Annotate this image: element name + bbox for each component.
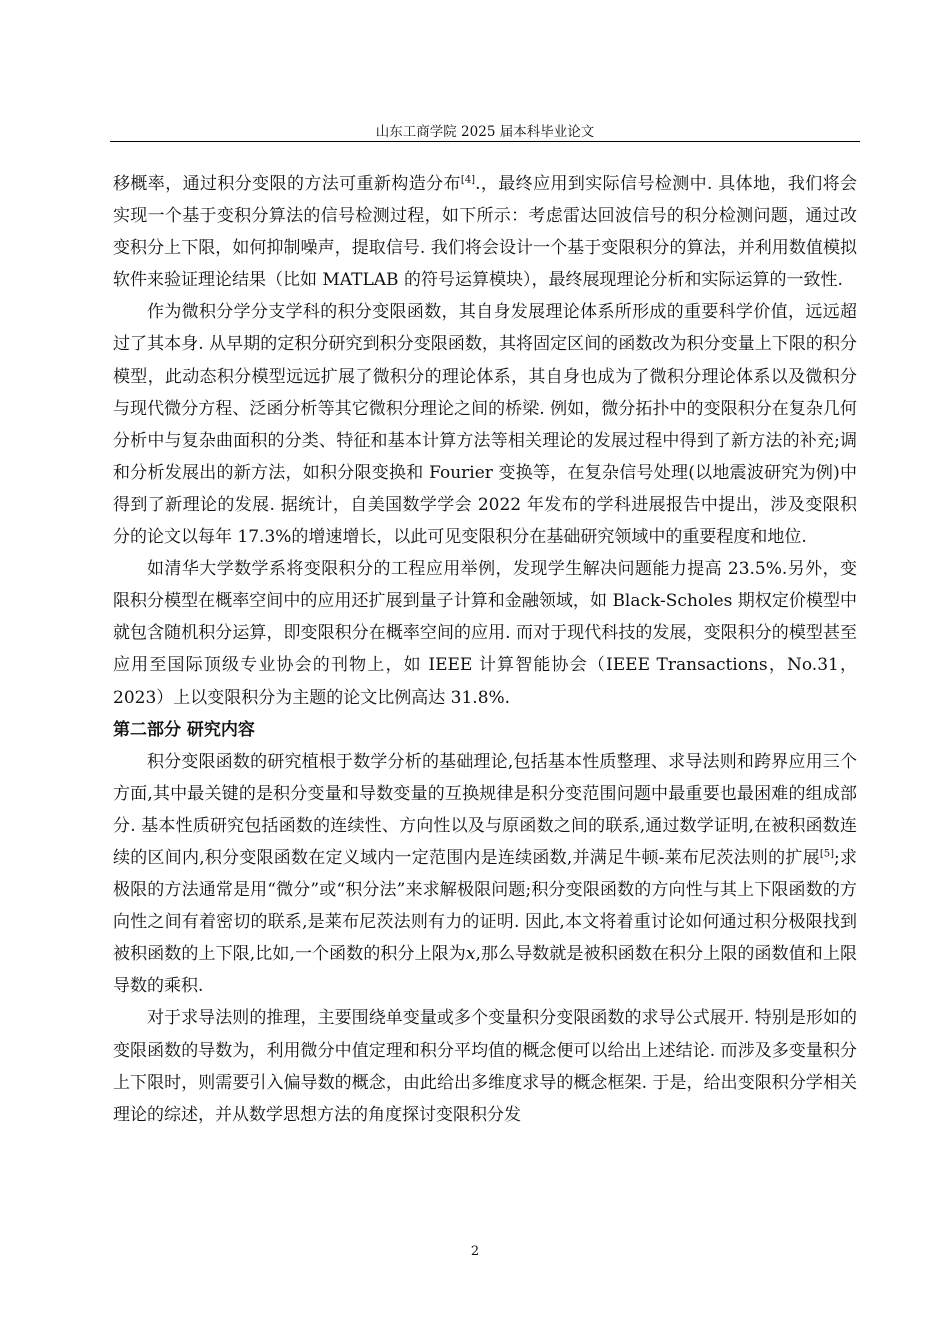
header-divider xyxy=(110,141,860,142)
citation-4: [4] xyxy=(460,174,476,186)
paragraph-1-text-b: .，最终应用到实际信号检测中. 具体地，我们将会实现一个基于变积分算法的信号检测过程，如下所示：考虑雷达回波信号的积分检测问题，通过改变积分上下限，如何抑制噪声，提取信号. 我们将会设计一个基于变限积分的算法，并利用数值模拟软件来验证理论结果（比如 MATLAB 的符号运算模块），最终展现理论分析和实际运算的一致性. xyxy=(113,174,858,291)
paragraph-5: 对于求导法则的推理，主要围绕单变量或多个变量积分变限函数的求导公式展开. 特别是形如的变限函数的导数为，利用微分中值定理和积分平均值的概念便可以给出上述结论. 而涉及多变量积分上下限时，则需要引入偏导数的概念，由此给出多维度求导的概念框架. 于是，给出变限积分学相关理论的综述，并从数学思想方法的角度探讨变限积分发 xyxy=(113,1008,857,1125)
paragraph-4-text-c: ,那么导数就是被积函数在积分上限的函数值和上限导数的乘积. xyxy=(113,944,857,997)
paragraph-2: 作为微积分学分支学科的积分变限函数，其自身发展理论体系所形成的重要科学价值，远远超过了其本身. 从早期的定积分研究到积分变限函数，其将固定区间的函数改为积分变量上下限的积分模型，此动态积分模型远远扩展了微积分的理论体系，其自身也成为了微积分理论体系以及微积分与现代微分方程、泛函分析等其它微积分理论之间的桥梁. 例如，微分拓扑中的变限积分在复杂几何分析中与复杂曲面积的分类、特征和基本计算方法等相关理论的发展过程中得到了新方法的补充;调和分析发展出的新方法，如积分限变换和 Fourier 变换等，在复杂信号处理(以地震波研究为例)中得到了新理论的发展. 据统计，自美国数学学会 2022 年发布的学科进展报告中提出，涉及变限积分的论文以每年 17.3%的增速增长，以此可见变限积分在基础研究领域中的重要程度和地位. xyxy=(113,302,857,548)
paragraph-1-text-a: 移概率，通过积分变限的方法可重新构造分布 xyxy=(113,174,461,194)
math-variable-x: x xyxy=(465,944,476,965)
paragraph-4 xyxy=(113,746,857,1003)
running-header: 山东工商学院 2025 届本科毕业论文 xyxy=(375,124,595,140)
page-number: 2 xyxy=(470,1244,480,1259)
paragraph-4-text-a: 积分变限函数的研究植根于数学分析的基础理论,包括基本性质整理、求导法则和跨界应用三个方面,其中最关键的是积分变量和导数变量的互换规律是积分变范围问题中最重要也最困难的组成部分. 基本性质研究包括函数的连续性、方向性以及与原函数之间的联系,通过数学证明,在被积函数连续的区间内,积分变限函数在定义域内一定范围内是连续函数,并满足牛顿-莱布尼茨法则的扩展 xyxy=(113,751,857,868)
page-body xyxy=(113,168,857,1131)
paragraph-3: 如清华大学数学系将变限积分的工程应用举例，发现学生解决问题能力提高 23.5%.另外，变限积分模型在概率空间中的应用还扩展到量子计算和金融领域，如 Black-Scholes 期权定价模型中就包含随机积分运算，即变限积分在概率空间的应用. 而对于现代科技的发展，变限积分的模型甚至应用至国际顶级专业协会的刊物上，如 IEEE 计算智能协会（IEEE Transactions，No.31，2023）上以变限积分为主题的论文比例高达 31.8%. xyxy=(113,559,857,708)
citation-5: [5] xyxy=(819,848,835,860)
paragraph-4-text-b: ;求极限的方法通常是用“微分”或“积分法”来求解极限问题;积分变限函数的方向性与其上下限函数的方向性之间有着密切的联系,是莱布尼茨法则有力的证明. 因此,本文将着重讨论如何通过积分极限找到被积函数的上下限,比如,一个函数的积分上限为 xyxy=(113,847,857,965)
paragraph-1 xyxy=(113,168,857,296)
section-heading: 第二部分 研究内容 xyxy=(113,719,255,740)
